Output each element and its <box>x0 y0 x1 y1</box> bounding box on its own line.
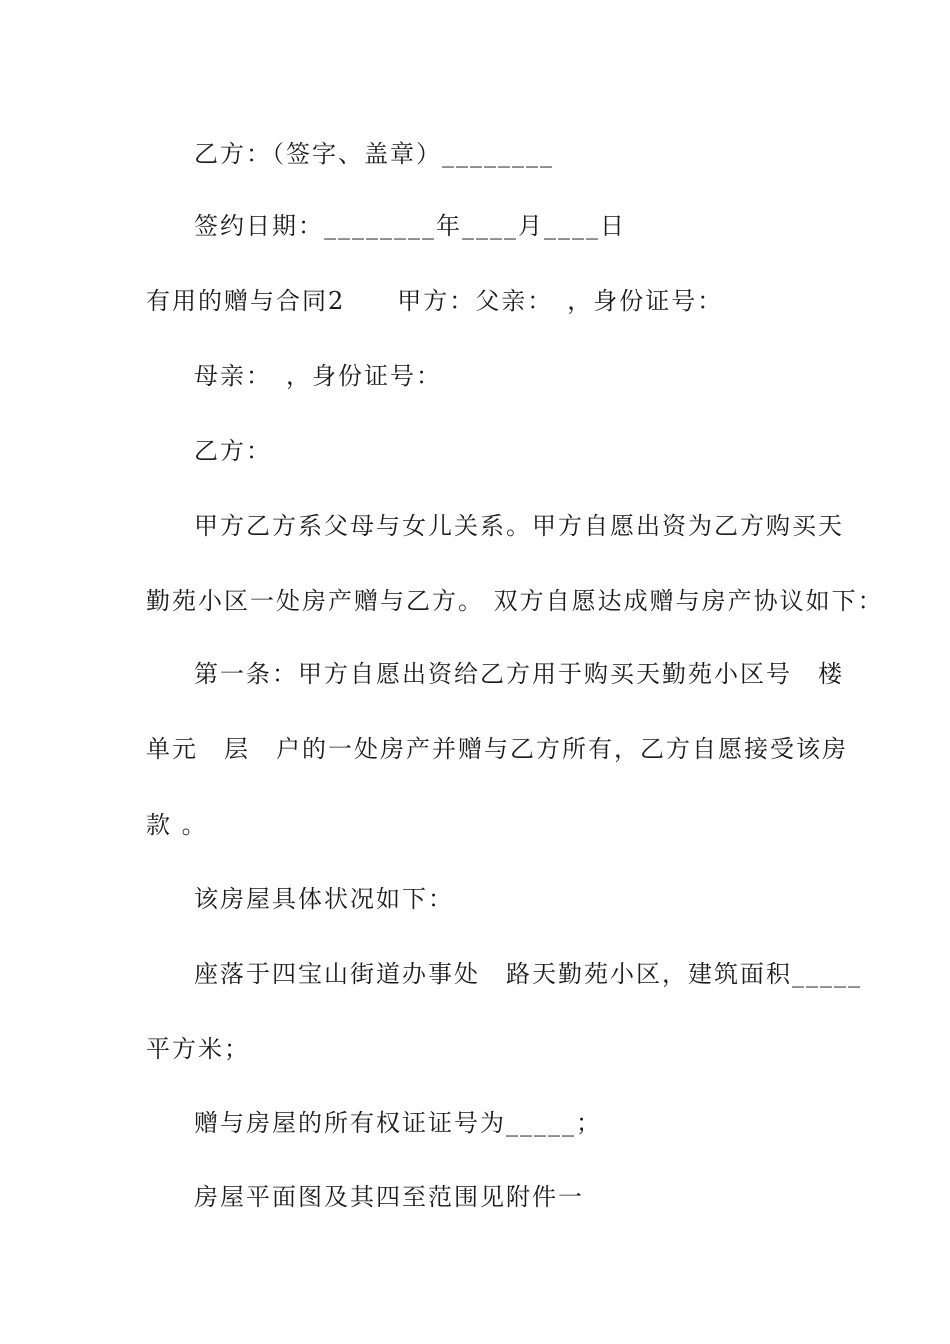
article-one-line-2: 单元 层 户的一处房产并赠与乙方所有，乙方自愿接受该房 <box>146 735 848 763</box>
property-location-line-2: 平方米； <box>146 1035 250 1063</box>
signing-date-line: 签约日期：________年____月____日 <box>194 212 626 240</box>
article-one-line-1: 第一条：甲方自愿出资给乙方用于购买天勤苑小区号 楼 <box>194 660 844 688</box>
property-location-line-1: 座落于四宝山街道办事处 路天勤苑小区，建筑面积_____ <box>194 960 862 988</box>
mother-id-line: 母亲： ，身份证号： <box>194 362 442 390</box>
contract-title-and-party-a-line: 有用的赠与合同2 甲方：父亲： ，身份证号： <box>146 287 724 315</box>
party-b-line: 乙方： <box>194 437 272 465</box>
property-status-heading: 该房屋具体状况如下： <box>194 885 454 913</box>
relationship-paragraph-line-2: 勤苑小区一处房产赠与乙方。 双方自愿达成赠与房产协议如下： <box>146 587 884 615</box>
ownership-certificate-line: 赠与房屋的所有权证证号为_____； <box>194 1109 602 1137</box>
party-b-signature-line: 乙方：（签字、盖章）________ <box>194 140 554 168</box>
relationship-paragraph-line-1: 甲方乙方系父母与女儿关系。甲方自愿出资为乙方购买天 <box>194 512 844 540</box>
article-one-line-3: 款 。 <box>146 811 208 839</box>
floor-plan-line: 房屋平面图及其四至范围见附件一 <box>194 1183 584 1211</box>
